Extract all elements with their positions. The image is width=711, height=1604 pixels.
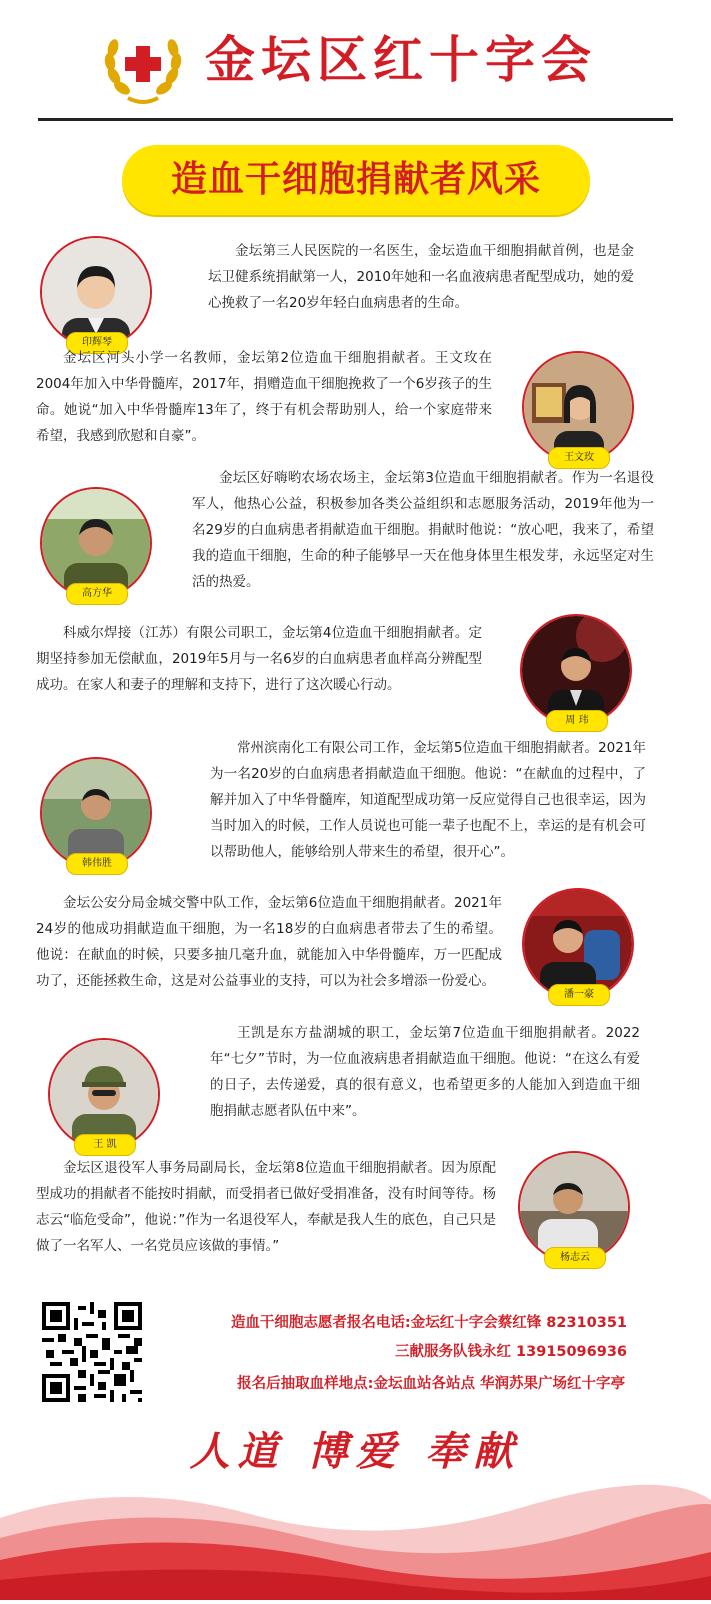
donor-description: 常州滨南化工有限公司工作，金坛第5位造血干细胞捐献者。2021年为一名20岁的白血病患者捐献造血干细胞。他说：“在献血的过程中，了解并加入了中华骨髓库，知道配型成功第一反应觉得自己也很幸运，因为当时加入的时候，工作人员说也可能一辈子也配不上，幸运的是有机会可以帮助他人，能够给别人带来生的希望，很开心”。 xyxy=(210,740,646,860)
title-banner xyxy=(122,145,590,215)
qr-code[interactable] xyxy=(42,1302,142,1402)
donor-description: 金坛第三人民医院的一名医生，金坛造血干细胞捐献首例，也是金坛卫健系统捐献第一人，2010年她和一名血液病患者配型成功，她的爱心挽救了一名20岁年轻白血病患者的生命。 xyxy=(208,243,634,311)
donor-name-tag: 韩伟胜 xyxy=(66,853,128,875)
donor-description: 科威尔焊接（江苏）有限公司职工，金坛第4位造血干细胞捐献者。定期坚持参加无偿献血，2019年5月与一名6岁的白血病患者血样高分辨配型成功。在家人和妻子的理解和支持下，进行了这次暖心行动。 xyxy=(36,625,482,693)
donor-avatar xyxy=(520,614,632,726)
red-cross-logo-icon xyxy=(100,22,186,108)
donor-name-tag: 周 玮 xyxy=(546,710,608,732)
donor-avatar xyxy=(40,487,152,599)
registration-phone-line: 造血干细胞志愿者报名电话:金坛红十字会蔡红锋 82310351 xyxy=(230,1315,627,1331)
blood-sample-location-line: 报名后抽取血样地点:金坛血站各站点 华润苏果广场红十字亭 xyxy=(237,1376,625,1392)
donor-name-tag: 王文玫 xyxy=(548,447,610,469)
header xyxy=(0,0,711,120)
donor-description: 王凯是东方盐湖城的职工，金坛第7位造血干细胞捐献者。2022年“七夕”节时，为一位血液病患者捐献造血干细胞。他说：“在这么有爱的日子，去传递爱，真的很有意义，也希望更多的人能加入到造血干细胞捐献志愿者队伍中来”。 xyxy=(210,1025,640,1119)
donor-name-tag: 高方华 xyxy=(66,583,128,605)
donor-name-tag: 杨志云 xyxy=(544,1247,606,1269)
donor-description: 金坛区河头小学一名教师，金坛第2位造血干细胞捐献者。王文玫在2004年加入中华骨髓库，2017年，捐赠造血干细胞挽救了一个6岁孩子的生命。她说“加入中华骨髓库13年了，终于有机会帮助别人，给一个家庭带来希望，我感到欣慰和自豪”。 xyxy=(36,350,492,444)
donor-description: 金坛区好嗨哟农场农场主，金坛第3位造血干细胞捐献者。作为一名退役军人，他热心公益，积极参加各类公益组织和志愿服务活动，2019年他为一名29岁的白血病患者捐献造血干细胞。捐献时他说：“放心吧，我来了，希望我的造血干细胞，生命的种子能够早一天在他身体里生根发芽，永远坚定对生活的热爱。 xyxy=(192,470,654,590)
donor-avatar xyxy=(40,236,152,348)
donor-name-tag: 印辉琴 xyxy=(66,332,128,354)
donor-description: 金坛公安分局金城交警中队工作，金坛第6位造血干细胞捐献者。2021年24岁的他成功捐献造血干细胞，为一名18岁的白血病患者带去了生的希望。他说：在献血的时候，只要多抽几毫升血，就能加入中华骨髓库，万一匹配成功了，还能拯救生命，这是对公益事业的支持，可以为社会多增添一份爱心。 xyxy=(36,895,502,989)
donor-name-tag: 王 凯 xyxy=(74,1134,136,1156)
donor-avatar xyxy=(48,1038,160,1150)
service-team-phone-line: 三献服务队钱永红 13915096936 xyxy=(394,1344,627,1360)
decorative-waves xyxy=(0,1478,711,1600)
donor-description: 金坛区退役军人事务局副局长，金坛第8位造血干细胞捐献者。因为原配型成功的捐献者不能按时捐献，而受捐者已做好受捐准备，没有时间等待。杨志云“临危受命”，他说：”作为一名退役军人，奉献是我人生的底色，自己只是做了一名军人、一名党员应该做的事情。” xyxy=(36,1160,496,1254)
slogan: 人道 博爱 奉献 xyxy=(189,1428,522,1475)
donor-avatar xyxy=(518,1151,630,1263)
org-title: 金坛区红十字会 xyxy=(205,30,597,89)
donor-avatar xyxy=(522,351,634,463)
donor-name-tag: 潘一豪 xyxy=(548,984,610,1006)
banner-title: 造血干细胞捐献者风采 xyxy=(170,159,541,200)
donor-avatar xyxy=(522,888,634,1000)
donor-avatar xyxy=(40,757,152,869)
header-divider xyxy=(38,118,673,121)
